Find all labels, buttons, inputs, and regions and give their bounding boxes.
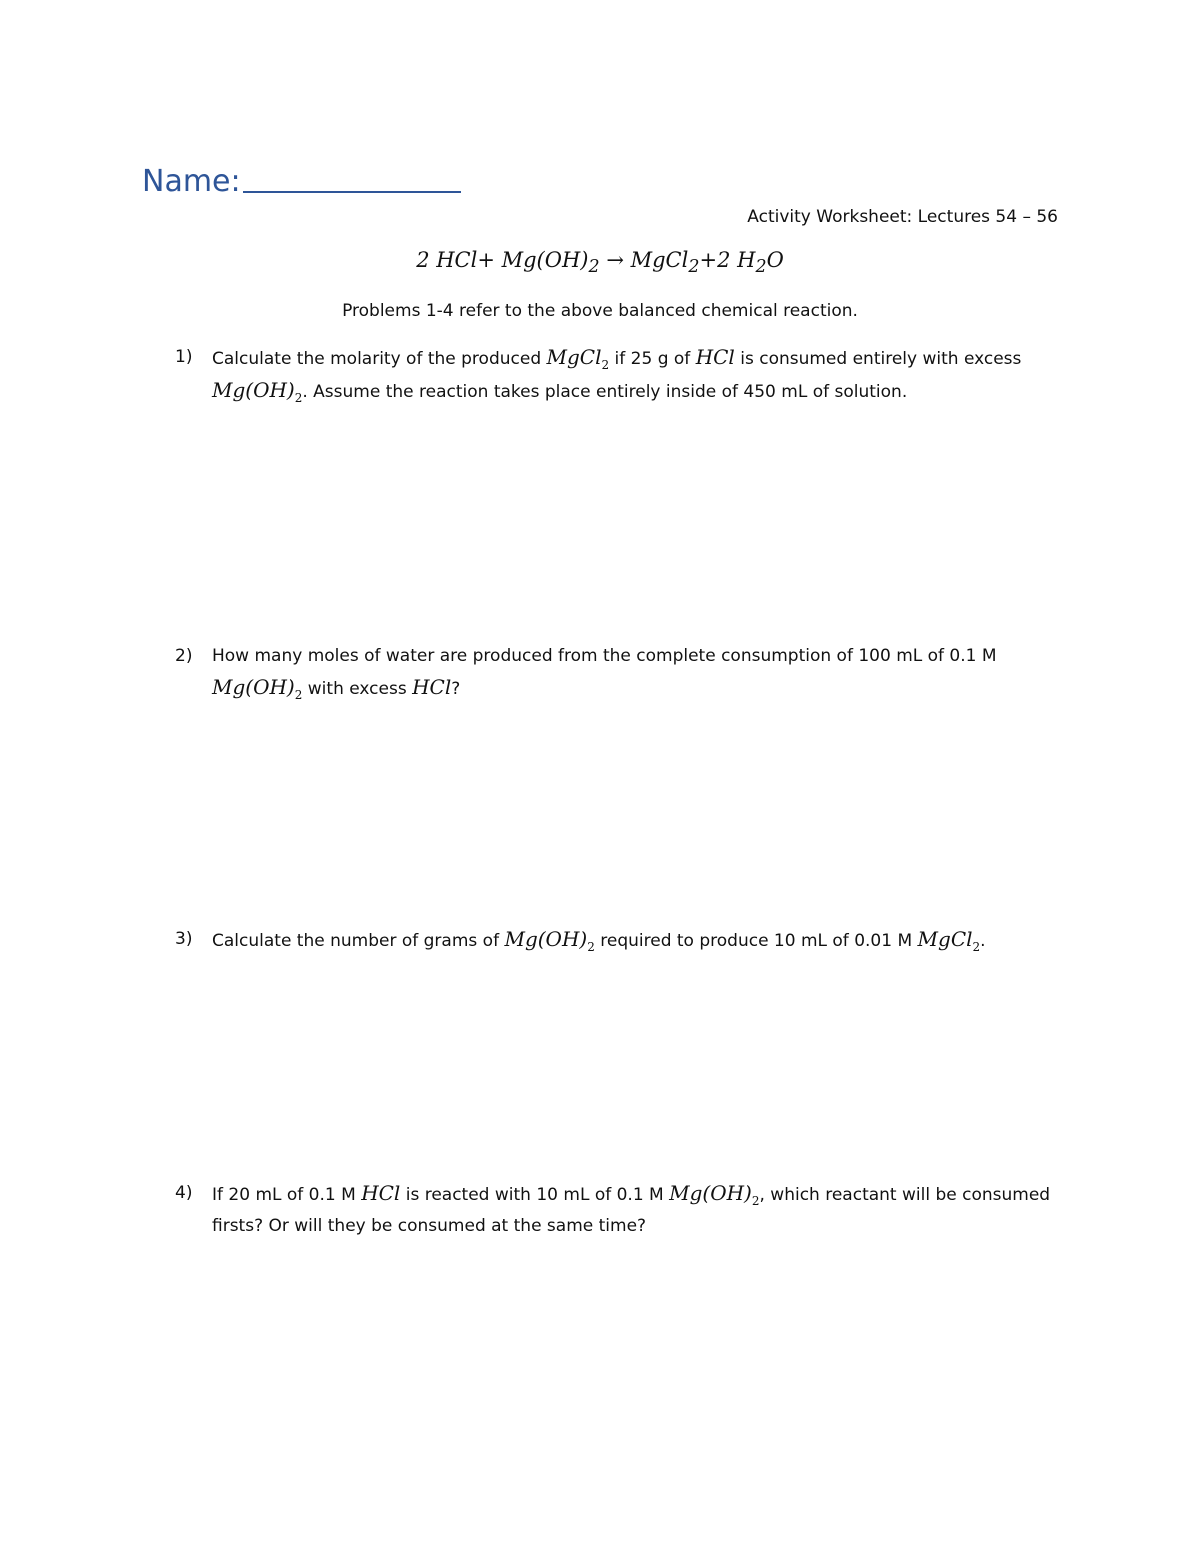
problem-text: Calculate the molarity of the produced MgCl$_2$ if 25 g of HCl is consumed entirely with excess $Mg(OH)_2$. Assume the reaction takes place entirely inside of 450 mL of solution.: [212, 345, 1022, 405]
problem-number: 2): [175, 646, 193, 666]
balanced-equation: 2 $HCl+ Mg(OH)_2$ → MgCl$_2$+2 $H_2O$: [416, 248, 784, 278]
problem-number: 4): [175, 1183, 193, 1203]
problem-3: [175, 924, 1055, 957]
equation-reactant-mgoh2: Mg(OH): [501, 248, 589, 272]
problem-4: [175, 1178, 1055, 1242]
problem-text: Calculate the number of grams of $Mg(OH)_2$ required to produce 10 mL of 0.01 M MgCl$_2$.: [212, 927, 986, 954]
problem-number: 1): [175, 347, 193, 367]
worksheet-title: Activity Worksheet: Lectures 54 – 56: [747, 207, 1058, 227]
problem-2: [175, 641, 1055, 705]
equation-product-water: 2 H: [717, 248, 756, 272]
equation-arrow: →: [606, 248, 624, 272]
problem-1: [175, 342, 1055, 408]
name-field-label: [142, 164, 461, 199]
problem-text: How many moles of water are produced from the complete consumption of 100 mL of 0.1 M $Mg(OH)_2$ with excess HCl?: [212, 646, 997, 702]
equation-product-mgcl2: MgCl: [630, 248, 689, 272]
equation-reactant-hcl: 2 HCl: [416, 248, 478, 272]
problem-text: If 20 mL of 0.1 M HCl is reacted with 10 mL of 0.1 M $Mg(OH)_2$, which reactant will be consumed firsts? Or will they be consumed at the same time?: [212, 1181, 1051, 1236]
problems-intro: Problems 1-4 refer to the above balanced chemical reaction.: [342, 301, 858, 321]
name-label: Name:: [142, 164, 241, 199]
problem-number: 3): [175, 929, 193, 949]
name-blank-line: [243, 191, 461, 193]
